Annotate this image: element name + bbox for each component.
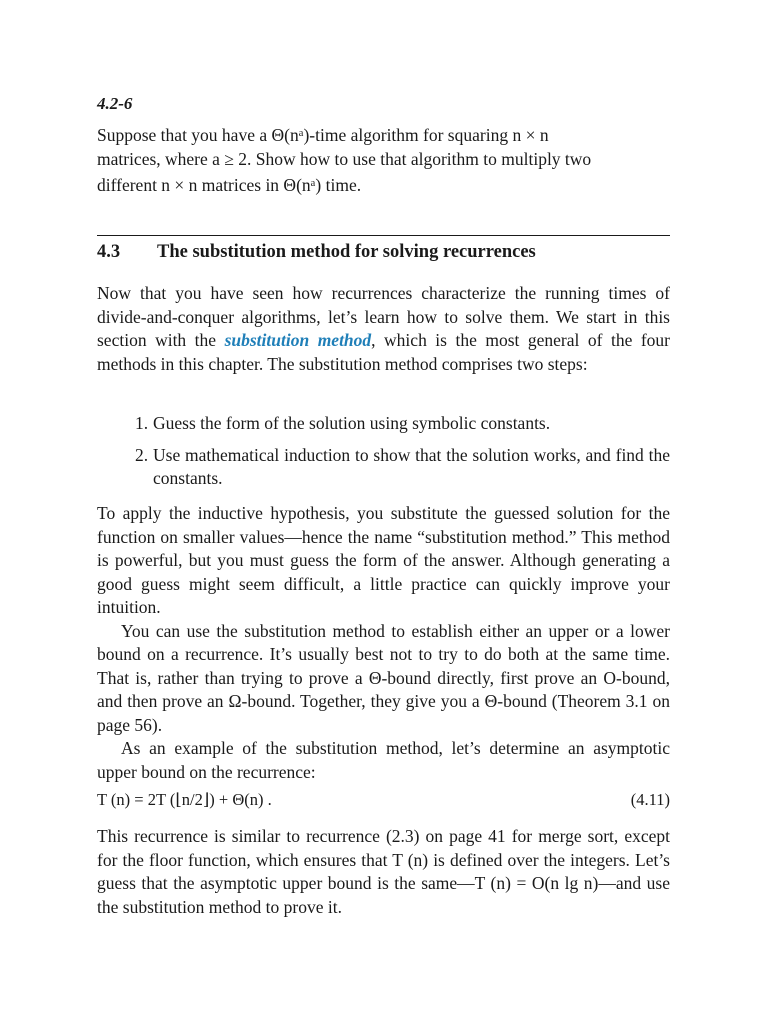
steps-list <box>135 412 670 491</box>
exercise-line-1: Suppose that you have a Θ(nᵃ)-time algorithm for squaring n × n <box>97 125 549 145</box>
exercise-number: 4.2-6 <box>97 94 133 113</box>
section-title: The substitution method for solving recurrences <box>157 242 536 262</box>
equation-expression: T (n) = 2T (⌊n/2⌋) + Θ(n) . <box>97 790 272 809</box>
step-number-1: 1. <box>135 413 149 433</box>
body-text <box>97 502 670 784</box>
step-text-2: Use mathematical induction to show that the solution works, and find the constants. <box>153 444 670 488</box>
substitution-method-keyword: substitution method <box>224 330 372 350</box>
section-number: 4.3 <box>97 242 121 262</box>
step-item-2 <box>135 444 670 491</box>
step-text-1: Guess the form of the solution using symbolic constants. <box>153 413 551 433</box>
equation-number: (4.11) <box>630 790 670 809</box>
step-item-1 <box>135 412 670 436</box>
intro-paragraph <box>97 282 670 376</box>
paragraph-inductive-hypothesis: To apply the inductive hypothesis, you substitute the guessed solution for the function on smaller values—hence the name “substitution method.” This method is powerful, but you must guess the form of the answer. Although generating a good guess might seem difficult, a little practice can quickly improve your intuition. <box>97 503 670 617</box>
section-heading <box>97 240 670 264</box>
intro-text-before: Now that you have seen how recurrences characterize the running times of divide-and-conquer algorithms, let’s learn how to solve them. We start in this section with the <box>97 283 670 350</box>
section-rule <box>97 235 670 236</box>
exercise-line-2: matrices, where a ≥ 2. Show how to use that algorithm to multiply two <box>97 148 592 169</box>
step-number-2: 2. <box>135 444 149 465</box>
paragraph-example-intro: As an example of the substitution method, let’s determine an asymptotic upper bound on the recurrence: <box>97 738 670 782</box>
recurrence-equation <box>97 790 670 814</box>
paragraph-upper-lower-bound: You can use the substitution method to establish either an upper or a lower bound on a recurrence. It’s usually best not to try to do both at the same time. That is, rather than trying to prove a Θ-bound directly, first prove an O-bound, and then prove an Ω-bound. Together, they give you a Θ-bound (Theorem 3.1 on page 56). <box>97 620 670 735</box>
paragraph-merge-sort-comparison: This recurrence is similar to recurrence (2.3) on page 41 for merge sort, except for the floor function, which ensures that T (n) is defined over the integers. Let’s guess that the asymptotic upper bound is the same—T (n) = O(n lg n)—and use the substitution method to prove it. <box>97 826 670 917</box>
intro-text-after: , which is the most general of the four methods in this chapter. The substitution method comprises two steps: <box>97 330 670 374</box>
exercise-text <box>97 124 670 198</box>
exercise-line-3: different n × n matrices in Θ(nᵃ) time. <box>97 175 362 195</box>
